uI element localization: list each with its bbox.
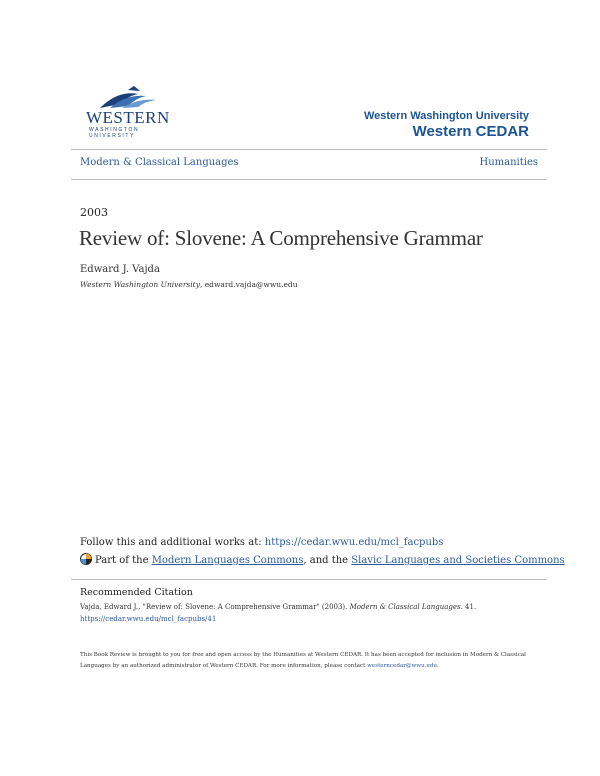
modern-languages-commons-link[interactable]: Modern Languages Commons [151, 555, 304, 566]
part-of-line [80, 553, 565, 566]
author-name: Edward J. Vajda [80, 264, 160, 275]
logo-word: WESTERN [86, 108, 170, 127]
access-notice [80, 650, 530, 672]
follow-text: Follow this and additional works at: [80, 537, 265, 548]
paper-title: Review of: Slovene: A Comprehensive Grammar [79, 226, 483, 250]
citation-main: Vajda, Edward J., "Review of: Slovene: A Comprehensive Grammar" (2003). [80, 603, 350, 611]
department-link[interactable]: Modern & Classical Languages [80, 157, 239, 168]
citation-text [80, 603, 476, 611]
follow-line [80, 537, 443, 548]
notice-text: This Book Review is brought to you for free and open access by the Humanities at Western CEDAR. It has been accepted for inclusion in Modern & Classical Languages by an authorized administrator of Western CEDAR. For more information, please contact [80, 652, 526, 669]
mountain-wave-icon [98, 86, 158, 110]
citation-link[interactable]: https://cedar.wwu.edu/mcl_facpubs/41 [80, 615, 217, 623]
slavic-languages-commons-link[interactable]: Slavic Languages and Societies Commons [351, 555, 565, 566]
institution-name[interactable]: Western Washington University [363, 110, 529, 122]
publication-year: 2003 [80, 206, 108, 219]
logo-subtitle: WASHINGTON UNIVERSITY [89, 127, 140, 139]
notice-end: . [436, 663, 439, 669]
collection-link[interactable]: https://cedar.wwu.edu/mcl_facpubs [264, 537, 444, 548]
contact-email-link[interactable]: westerncedar@wwu.edu [367, 663, 437, 669]
repository-name[interactable]: Western CEDAR [412, 123, 529, 140]
divider-citation [71, 579, 547, 580]
part-of-mid: , and the [303, 555, 352, 566]
university-logo [80, 86, 172, 139]
commons-network-icon [80, 553, 92, 565]
divider-nav [71, 179, 547, 180]
author-email: , edward.vajda@wwu.edu [199, 280, 298, 289]
affiliation-name: Western Washington University [80, 280, 200, 289]
discipline-link[interactable]: Humanities [479, 157, 538, 168]
repository-branding [364, 110, 529, 140]
part-of-prefix: Part of the [95, 555, 152, 566]
citation-heading: Recommended Citation [80, 587, 193, 598]
author-affiliation [80, 280, 298, 289]
citation-journal: Modern & Classical Languages [349, 603, 461, 611]
divider-top [71, 149, 547, 150]
citation-end: . 41. [460, 603, 477, 611]
